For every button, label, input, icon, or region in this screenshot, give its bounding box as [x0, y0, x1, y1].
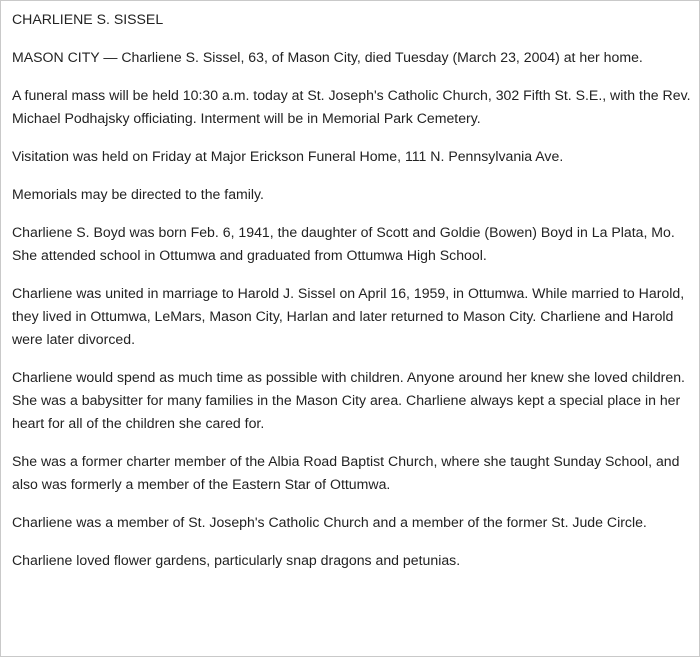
- paragraph-visitation: Visitation was held on Friday at Major Erickson Funeral Home, 111 N. Pennsylvania Ave.: [12, 148, 564, 164]
- paragraph-baptist-church: She was a former charter member of the Albia Road Baptist Church, where she taught Sunday School, and also was formerly a member of the Eastern Star of Ottumwa.: [12, 453, 680, 492]
- obituary-content: [1, 1, 699, 572]
- paragraph-marriage: Charliene was united in marriage to Harold J. Sissel on April 16, 1959, in Ottumwa. While married to Harold, they lived in Ottumwa, LeMars, Mason City, Harlan and later returned to Mason City. Charliene and Harold were later divorced.: [12, 285, 685, 347]
- obituary-title: CHARLIENE S. SISSEL: [12, 11, 164, 27]
- paragraph-gardens: Charliene loved flower gardens, particularly snap dragons and petunias.: [12, 552, 461, 568]
- paragraph-death-notice: MASON CITY — Charliene S. Sissel, 63, of Mason City, died Tuesday (March 23, 2004) at her home.: [12, 49, 643, 65]
- paragraph-children: Charliene would spend as much time as possible with children. Anyone around her knew she loved children. She was a babysitter for many families in the Mason City area. Charliene always kept a special place in her heart for all of the children she cared for.: [12, 369, 685, 431]
- paragraph-catholic-church: Charliene was a member of St. Joseph's Catholic Church and a member of the former St. Jude Circle.: [12, 514, 647, 530]
- paragraph-memorials: Memorials may be directed to the family.: [12, 186, 264, 202]
- paragraph-funeral-mass: A funeral mass will be held 10:30 a.m. today at St. Joseph's Catholic Church, 302 Fifth St. S.E., with the Rev. Michael Podhajsky officiating. Interment will be in Memorial Park Cemetery.: [12, 87, 691, 126]
- paragraph-birth: Charliene S. Boyd was born Feb. 6, 1941, the daughter of Scott and Goldie (Bowen) Boyd in La Plata, Mo. She attended school in Ottumwa and graduated from Ottumwa High School.: [12, 224, 675, 263]
